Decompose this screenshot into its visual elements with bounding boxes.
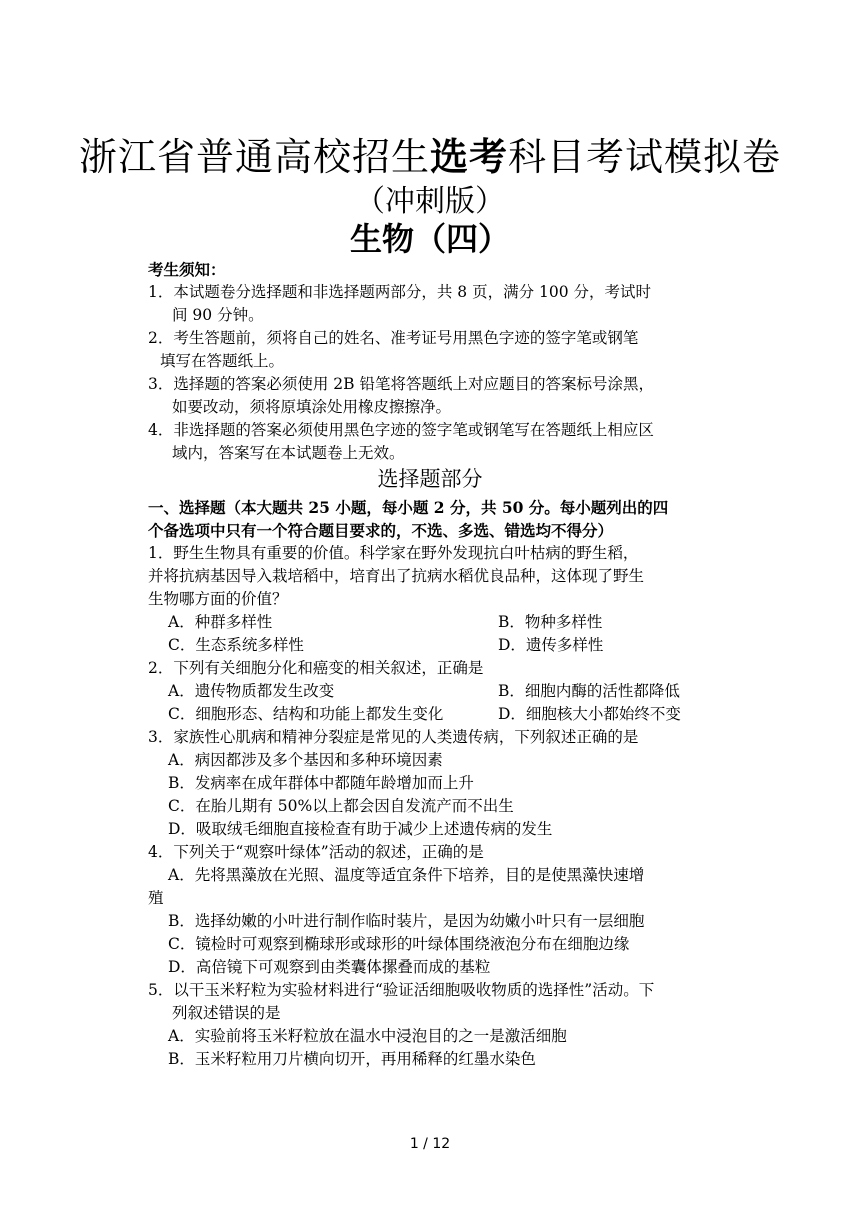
title-part2: 选考	[429, 135, 508, 179]
q3-stem: 3．家族性心肌病和精神分裂症是常见的人类遗传病，下列叙述正确的是	[148, 728, 639, 746]
q4-option-b: B．选择幼嫩的小叶进行制作临时装片，是因为幼嫩小叶只有一层细胞	[168, 912, 645, 930]
exam-subtitle: （冲刺版）	[355, 184, 505, 219]
q1-stem-line1: 1．野生生物具有重要的价值。科学家在野外发现抗白叶枯病的野生稻，	[148, 544, 639, 562]
notice-item-2-line1: 2．考生答题前，须将自己的姓名、准考证号用黑色字迹的签字笔或钢笔	[148, 329, 639, 347]
page-number: 1 / 12	[409, 1136, 451, 1152]
notice-item-2-line2: 填写在答题纸上。	[160, 352, 285, 370]
q4-option-a-line1: A．先将黑藻放在光照、温度等适宜条件下培养，目的是使黑藻快速增	[168, 866, 645, 884]
q3-option-c: C．在胎儿期有 50%以上都会因自发流产而不出生	[168, 797, 514, 815]
notice-item-1-line2: 间 90 分钟。	[172, 306, 264, 324]
q4-option-a-line2: 殖	[148, 889, 164, 907]
q1-options-row1	[148, 611, 718, 634]
q4-option-d: D．高倍镜下可观察到由类囊体摞叠而成的基粒	[168, 958, 491, 976]
q3-option-d: D．吸取绒毛细胞直接检查有助于减少上述遗传病的发生	[168, 820, 553, 838]
q1-stem-line3: 生物哪方面的价值？	[148, 590, 288, 608]
q2-option-d: D．细胞核大小都始终不变	[498, 705, 681, 723]
section-heading: 选择题部分	[377, 467, 483, 491]
q2-stem: 2．下列有关细胞分化和癌变的相关叙述，正确是	[148, 659, 484, 677]
q5-stem-line2: 列叙述错误的是	[172, 1004, 281, 1022]
title-part1: 浙江省普通高校招生	[78, 135, 430, 179]
q2-options-row2	[148, 703, 718, 726]
title-part3: 科目考试模拟卷	[508, 135, 782, 179]
notice-item-3-line1: 3．选择题的答案必须使用 2B 铅笔将答题纸上对应题目的答案标号涂黑，	[148, 375, 654, 393]
q1-options-row2	[148, 634, 718, 657]
q2-options-row1	[148, 680, 718, 703]
notice-block	[148, 258, 718, 465]
notice-item-1-line1: 1．本试题卷分选择题和非选择题两部分，共 8 页，满分 100 分，考试时	[148, 283, 652, 301]
section-instructions-line2: 个备选项中只有一个符合题目要求的，不选、多选、错选均不得分）	[148, 521, 614, 540]
q5-stem-line1: 5．以干玉米籽粒为实验材料进行“验证活细胞吸收物质的选择性”活动。下	[148, 981, 655, 999]
q1-stem-line2: 并将抗病基因导入栽培稻中，培育出了抗病水稻优良品种，这体现了野生	[148, 567, 645, 585]
q5-option-b: B．玉米籽粒用刀片横向切开，再用稀释的红墨水染色	[168, 1050, 536, 1068]
questions-block	[148, 496, 718, 1071]
q1-option-c: C．生态系统多样性	[168, 636, 304, 654]
notice-item-4-line1: 4．非选择题的答案必须使用黑色字迹的签字笔或钢笔写在答题纸上相应区	[148, 421, 654, 439]
q1-option-a: A．种群多样性	[168, 613, 273, 631]
q5-option-a: A．实验前将玉米籽粒放在温水中浸泡目的之一是激活细胞	[168, 1027, 567, 1045]
subject-title: 生物（四）	[349, 220, 510, 258]
q3-option-a: A．病因都涉及多个基因和多种环境因素	[168, 751, 443, 769]
q4-stem: 4．下列关于“观察叶绿体”活动的叙述，正确的是	[148, 843, 484, 861]
section-instructions-line1: 一、选择题（本大题共 25 小题，每小题 2 分，共 50 分。每小题列出的四	[148, 498, 669, 517]
exam-title	[0, 126, 860, 181]
q3-option-b: B．发病率在成年群体中都随年龄增加而上升	[168, 774, 474, 792]
notice-item-3-line2: 如要改动，须将原填涂处用橡皮擦擦净。	[172, 398, 452, 416]
q2-option-b: B．细胞内酶的活性都降低	[498, 682, 680, 700]
q2-option-c: C．细胞形态、结构和功能上都发生变化	[168, 705, 444, 723]
notice-heading: 考生须知：	[148, 260, 226, 279]
q2-option-a: A．遗传物质都发生改变	[168, 682, 335, 700]
q4-option-c: C．镜检时可观察到椭球形或球形的叶绿体围绕液泡分布在细胞边缘	[168, 935, 630, 953]
q1-option-b: B．物种多样性	[498, 613, 603, 631]
q1-option-d: D．遗传多样性	[498, 636, 604, 654]
notice-item-4-line2: 域内，答案写在本试题卷上无效。	[172, 444, 405, 462]
